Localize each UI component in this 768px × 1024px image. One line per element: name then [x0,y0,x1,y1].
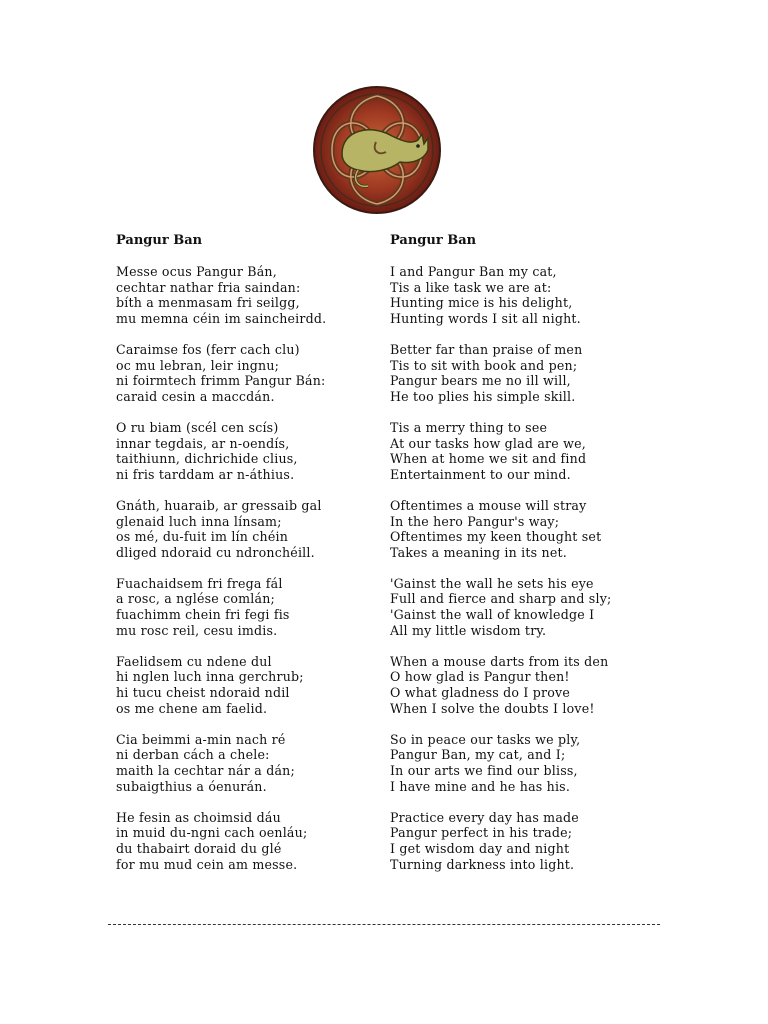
poem-line: ni foirmtech frimm Pangur Bán: [116,373,326,389]
stanza [390,264,670,326]
stanza [390,420,670,482]
poem-line: He too plies his simple skill. [390,388,576,404]
poem-line: in muid du-ngni cach oenláu; [116,825,308,841]
stanza [116,810,376,872]
poem-line: taithiunn, dichrichide clius, [116,451,298,467]
poem-line: Caraimse fos (ferr cach clu) [116,341,300,357]
poem-line: mu memna céin im saincheirdd. [116,310,327,326]
poem-line: In our arts we find our bliss, [390,763,578,778]
poem-line: O ru biam (scél cen scís) [116,419,279,435]
poem-line: Gnáth, huaraib, ar gressaib gal [116,497,322,513]
poem-line: I get wisdom day and night [390,840,570,856]
poem-line: Entertainment to our mind. [390,466,571,482]
poem-line: caraid cesin a maccdán. [116,388,275,404]
poem-title: Pangur Ban [390,233,477,248]
poem-line: Pangur bears me no ill will, [390,373,571,389]
poem-line: Hunting words I sit all night. [390,310,581,326]
poem-line: O how glad is Pangur then! [390,669,570,685]
poem-line: When I solve the doubts I love! [390,700,595,716]
celtic-knot-cat-icon [312,84,442,217]
poem-line: Cia beimmi a-min nach ré [116,731,286,747]
poem-line: Fuachaidsem fri frega fál [116,575,283,591]
poem-line: He fesin as choimsid dáu [116,809,281,825]
stanza [390,576,670,638]
stanza [116,420,376,482]
poem-line: Pangur perfect in his trade; [390,825,573,841]
stanza [116,264,376,326]
poem-line: dliged ndoraid cu ndronchéill. [116,544,315,560]
poem-line: a rosc, a nglése comlán; [116,591,275,607]
poem-line: 'Gainst the wall he sets his eye [390,575,594,591]
poem-line: du thabairt doraid du glé [116,840,282,856]
poem-line: When a mouse darts from its den [390,653,609,669]
poem-line: I and Pangur Ban my cat, [390,264,557,279]
stanza [390,732,670,794]
poem-line: Oftentimes a mouse will stray [390,497,587,513]
poem-line: ni fris tarddam ar n-áthius. [116,466,295,482]
poem-line: os mé, du-fuit im lín chéin [116,529,289,545]
irish-poem-column [116,232,376,872]
poem-line: Faelidsem cu ndene dul [116,653,272,669]
poem-line: os me chene am faelid. [116,700,268,716]
stanza [390,654,670,716]
poem-line: Oftentimes my keen thought set [390,529,602,545]
poem-line: subaigthius a óenurán. [116,778,267,794]
poem-line: oc mu lebran, leir ingnu; [116,357,280,373]
english-poem-column [390,232,670,872]
poem-line: So in peace our tasks we ply, [390,731,581,747]
poem-line: hi tucu cheist ndoraid ndil [116,685,290,701]
stanza [116,654,376,716]
poem-line: Tis a merry thing to see [390,419,548,435]
poem-line: bíth a menmasam fri seilgg, [116,295,300,311]
stanza [390,810,670,872]
poem-line: ni derban cách a chele: [116,747,270,763]
poem-line: Pangur Ban, my cat, and I; [390,747,566,763]
poem-line: fuachimm chein fri fegi fis [116,607,290,623]
poem-line: Tis a like task we are at: [390,279,552,295]
poem-line: for mu mud cein am messe. [116,856,298,872]
stanza [116,732,376,794]
dashed-divider [108,924,660,925]
poem-line: O what gladness do I prove [390,685,570,701]
poem-line: Hunting mice is his delight, [390,295,573,311]
poem-line: Tis to sit with book and pen; [390,357,578,373]
poem-line: At our tasks how glad are we, [390,435,586,451]
poem-title: Pangur Ban [116,233,203,248]
stanza [116,576,376,638]
stanza [116,342,376,404]
poem-line: hi nglen luch inna gerchrub; [116,669,304,685]
poem-line: Practice every day has made [390,809,579,825]
poem-line: mu rosc reil, cesu imdis. [116,622,278,638]
poem-line: Full and fierce and sharp and sly; [390,591,612,607]
stanza [390,498,670,560]
poem-line: 'Gainst the wall of knowledge I [390,607,595,623]
poem-line: Messe ocus Pangur Bán, [116,264,277,279]
poem-line: I have mine and he has his. [390,778,571,794]
poem-line: maith la cechtar nár a dán; [116,763,295,778]
poem-line: innar tegdais, ar n-oendís, [116,435,290,451]
poem-line: Turning darkness into light. [390,856,575,872]
stanza [390,342,670,404]
poem-line: glenaid luch inna línsam; [116,513,282,529]
poem-line: Takes a meaning in its net. [390,544,567,560]
poem-line: Better far than praise of men [390,341,583,357]
poem-line: cechtar nathar fria saindan: [116,279,301,295]
stanza [116,498,376,560]
poem-line: All my little wisdom try. [390,622,547,638]
poem-line: In the hero Pangur's way; [390,513,560,529]
poem-line: When at home we sit and find [390,451,587,467]
